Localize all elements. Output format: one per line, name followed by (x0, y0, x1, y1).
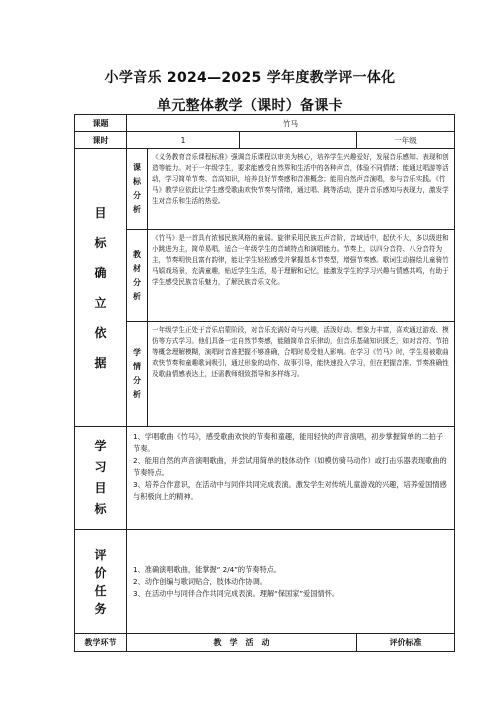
lesson-row (75, 132, 455, 149)
lesson-plan-table (74, 114, 455, 652)
goal-item: 1、学唱歌曲《竹马》，感受歌曲欢快的节奏和童趣，能用轻快的声音演唱，初步掌握简单的二拍子节奏。 (133, 432, 444, 453)
topic-value: 竹马 (127, 115, 455, 132)
curriculum-text: 《义务教育音乐课程标准》强调音乐课程以审美为核心，培养学生兴趣爱好，发展音乐感知、表现和创造等能力。对于一年级学生，要求能感受自然界和生活中的各种声音，体验不同情绪；能通过唱游等活动，学习简单节奏、音高知识，培养良好节奏感和音准概念；能用自然声音演唱，参与音乐实践。《竹马》教学应依此让学生感受歌曲欢快节奏与情绪，通过唱、跳等活动，提升音乐感知与表现力，激发学生对音乐和生活的热爱。 (148, 149, 455, 230)
material-label: 教 材 分 析 (127, 230, 148, 322)
evaluation-row (75, 530, 455, 634)
curriculum-label: 课 标 分 析 (127, 149, 148, 230)
evaluation-item: 2、动作创编与歌词贴合，肢体动作协调。 (133, 576, 267, 586)
material-row (75, 230, 455, 322)
footer-activity-header: 教 学 活 动 (127, 634, 357, 652)
evaluation-item: 3、在活动中与同伴合作共同完成表演。理解“保国家”爱国情怀。 (133, 588, 340, 598)
goals-label: 学 习 目 标 (75, 427, 127, 530)
curriculum-row (75, 149, 455, 230)
lesson-value: 1 (127, 132, 240, 149)
evaluation-label: 评 价 任 务 (75, 530, 127, 634)
basis-section-label: 目 标 确 立 依 据 (75, 149, 127, 427)
topic-row (75, 115, 455, 132)
goal-item: 2、能用自然的声音演唱歌曲，并尝试用简单的肢体动作（如模仿骑马动作）或打击乐器表现歌曲的节奏特点。 (133, 456, 447, 477)
students-label: 学 情 分 析 (127, 322, 148, 427)
footer-stage-header: 教学环节 (75, 634, 127, 652)
goals-text (127, 427, 455, 530)
grade-value: 一年级 (357, 132, 455, 149)
evaluation-text (127, 530, 455, 634)
goal-item: 3、培养合作意识，在活动中与同伴共同完成表演。激发学生对传统儿童游戏的兴趣，培养爱国情感与积极向上的精神。 (133, 480, 447, 501)
evaluation-item: 1、准确演唱歌曲，能掌握“ 2/4”的节奏特点。 (133, 564, 282, 574)
students-text: 一年级学生正处于音乐启蒙阶段，对音乐充满好奇与兴趣，活泼好动、想象力丰富，喜欢通过游戏、模仿等方式学习。他们具备一定自然节奏感，能随简单音乐律动，但音乐基础知识匮乏，如对音符、节拍等概念理解模糊，演唱时音准把握不够准确，合唱时易受他人影响。在学习《竹马》时，学生易被歌曲欢快节奏和童趣歌词吸引，通过形象的动作、故事引导，能快速投入学习，但在把握音准、节奏准确性及歌曲情感表达上，还需教师细致指导和多样练习。 (148, 322, 455, 427)
topic-label: 课题 (75, 115, 127, 132)
page-subtitle: 单元整体教学（课时）备课卡 (157, 98, 343, 114)
footer-row (75, 634, 455, 652)
students-row (75, 322, 455, 427)
page-title: 小学音乐 2024—2025 学年度教学评一体化 (104, 70, 396, 86)
footer-criteria-header: 评价标准 (357, 634, 455, 652)
goals-row (75, 427, 455, 530)
lesson-label: 课时 (75, 132, 127, 149)
lesson-blank (240, 132, 357, 149)
material-text: 《竹马》是一首具有浓郁民族风格的童谣。旋律采用民族五声音阶，音域适中，起伏不大，多以级进和小跳进为主，简单易唱，适合一年级学生的音域特点和演唱能力。节奏上，以四分音符、八分音符为主，节奏明快且富有韵律，能让学生轻松感受并掌握基本节奏型，增强节奏感。歌词生动描绘儿童骑竹马嬉戏场景，充满童趣，贴近学生生活，易于理解和记忆，能激发学生的学习兴趣与情感共鸣，有助于学生感受民族音乐魅力，了解民族音乐文化。 (148, 230, 455, 322)
